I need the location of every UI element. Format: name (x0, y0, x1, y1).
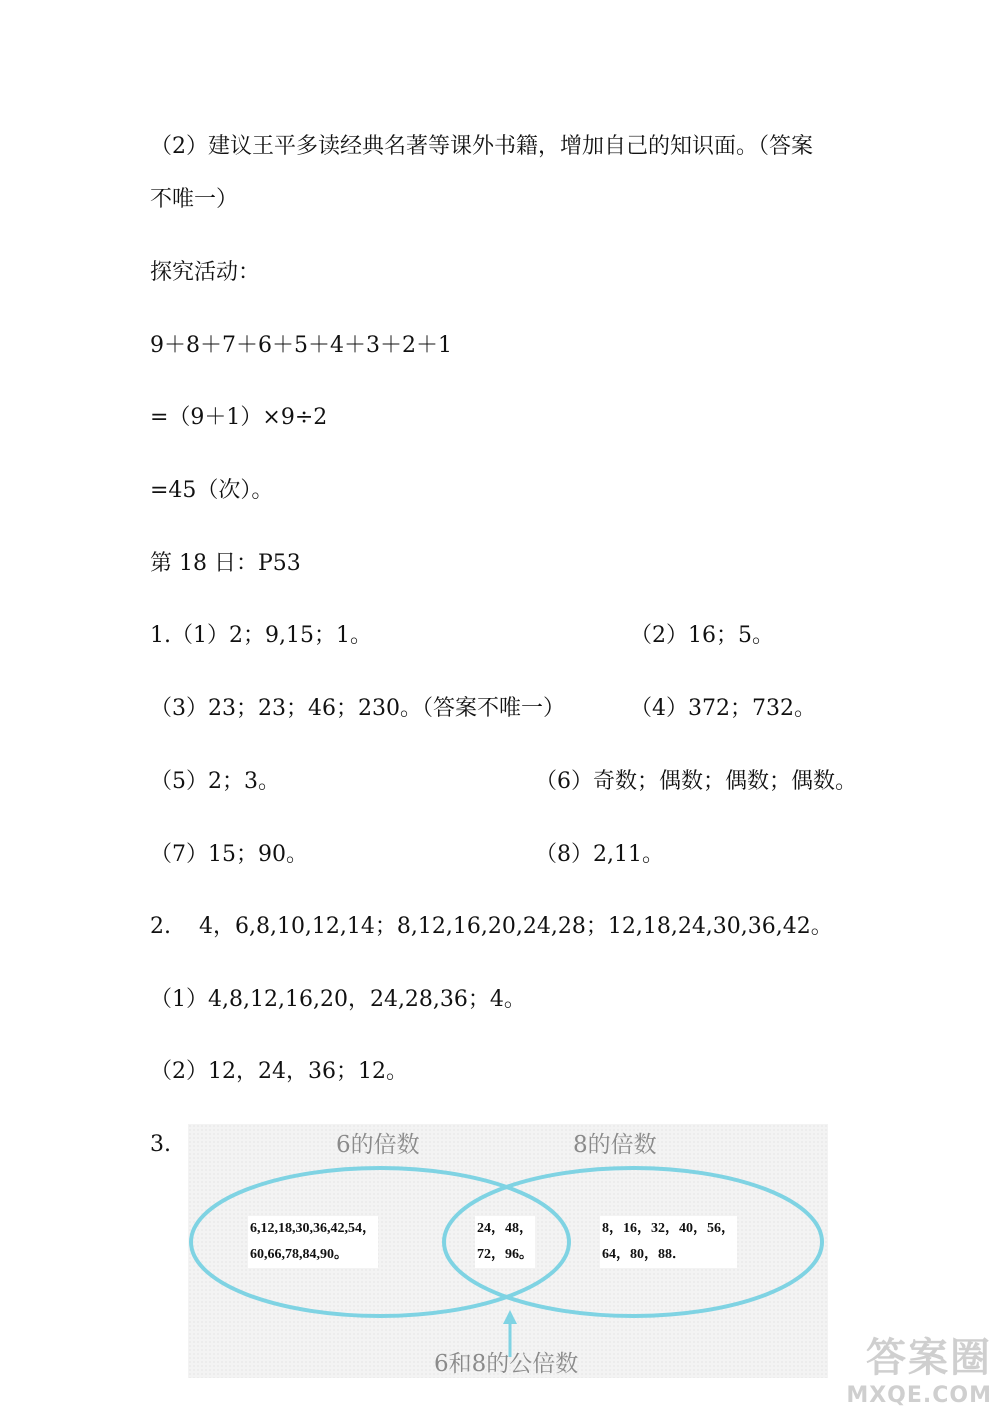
answer-line-2-suggestion: （2）建议王平多读经典名著等课外书籍，增加自己的知识面。（答案 (150, 134, 813, 159)
q3-number: 3. (150, 1132, 171, 1157)
q1-part-4: （4）372；732。 (630, 696, 816, 721)
watermark-url: MXQE.COM (846, 1383, 992, 1408)
venn-middle-numbers (475, 1216, 535, 1268)
venn-diagram (188, 1124, 828, 1378)
venn-right-numbers-2: 64，80，88． (602, 1247, 686, 1262)
q1-part-2: （2）16；5。 (630, 623, 774, 648)
watermark-logo-text: 答案圈 (866, 1335, 992, 1381)
watermark (846, 1326, 992, 1408)
venn-arrow-head (503, 1310, 517, 1324)
venn-middle-numbers-1: 24，48， (477, 1221, 533, 1236)
venn-middle-numbers-2: 72，96。 (477, 1247, 533, 1262)
q1-part-7: （7）15；90。 (150, 842, 308, 867)
q1-part-3: （3）23；23；46；230。（答案不唯一） (150, 696, 565, 721)
q2-part-1: （1）4,8,12,16,20，24,28,36；4。 (150, 987, 526, 1012)
venn-left-numbers-2: 60,66,78,84,90。 (250, 1247, 348, 1262)
section-explore-title: 探究活动： (150, 260, 261, 285)
answer-line-2-cont: 不唯一） (150, 187, 239, 212)
day-heading: 第 18 日：P53 (150, 551, 301, 576)
q1-part-5: （5）2；3。 (150, 769, 280, 794)
q2-line: 2. 4，6,8,10,12,14；8,12,16,20,24,28；12,18,24,30,36,42。 (150, 914, 833, 939)
venn-left-label: 6的倍数 (336, 1132, 420, 1158)
calc-line-1: 9＋8＋7＋6＋5＋4＋3＋2＋1 (150, 333, 452, 358)
q1-part-1: 1.（1）2；9,15；1。 (150, 623, 372, 648)
q1-part-8: （8）2,11。 (535, 842, 664, 867)
venn-left-numbers-1: 6,12,18,30,36,42,54， (250, 1221, 376, 1236)
calc-line-3: =45（次）。 (150, 478, 274, 503)
venn-right-numbers (600, 1216, 737, 1268)
venn-left-numbers (248, 1216, 378, 1268)
calc-line-2: =（9＋1）×9÷2 (150, 405, 328, 430)
q1-part-6: （6）奇数；偶数；偶数；偶数。 (535, 769, 857, 794)
venn-right-label: 8的倍数 (573, 1132, 657, 1158)
q2-part-2: （2）12，24，36；12。 (150, 1059, 408, 1084)
venn-bottom-label: 6和8的公倍数 (434, 1351, 579, 1377)
venn-right-numbers-1: 8，16，32，40，56， (602, 1221, 735, 1236)
